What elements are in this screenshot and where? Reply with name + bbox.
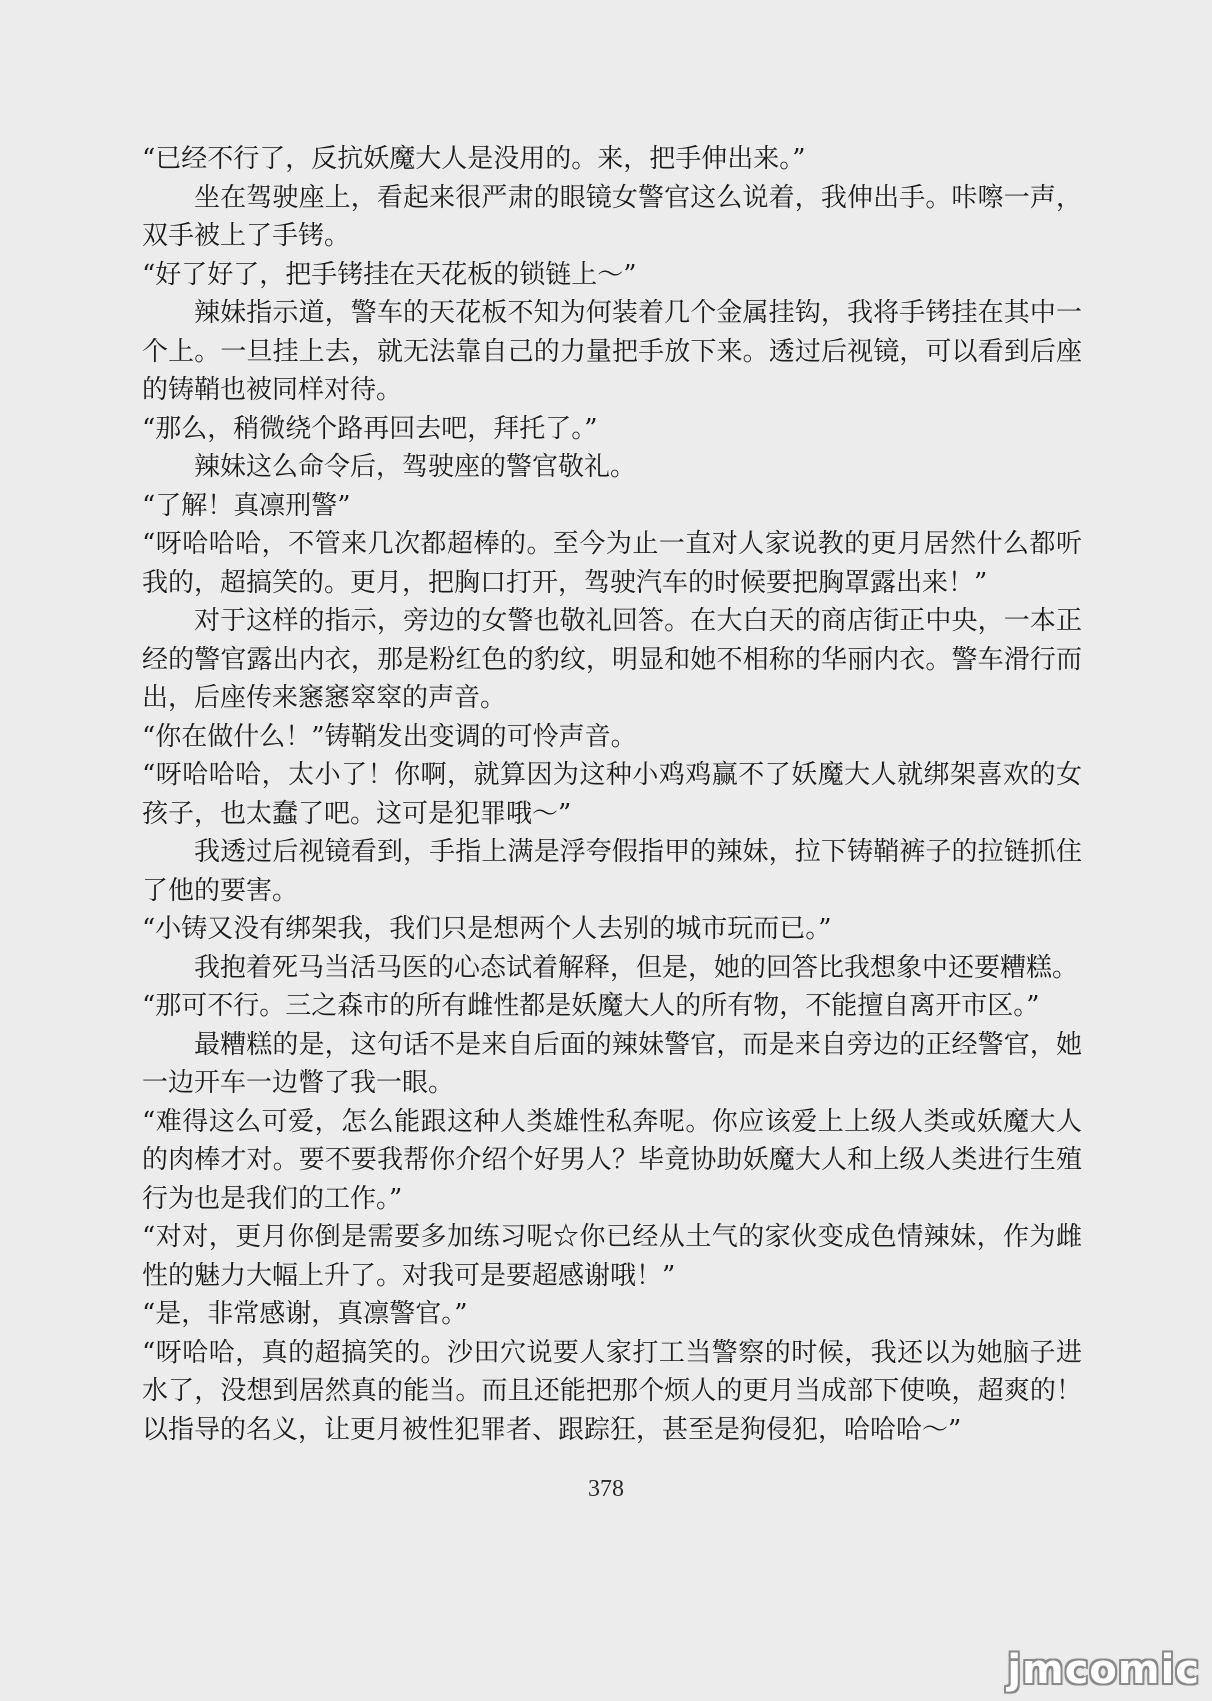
watermark-logo: jmcomic <box>1007 1647 1200 1693</box>
narration-paragraph: 辣妹指示道，警车的天花板不知为何装着几个金属挂钩，我将手铐挂在其中一个上。一旦挂上去，就无法靠自己的力量把手放下来。透过后视镜，可以看到后座的铸鞘也被同样对待。 <box>142 298 1082 405</box>
dialogue-paragraph: “小铸又没有绑架我，我们只是想两个人去别的城市玩而已。” <box>142 914 832 944</box>
dialogue-paragraph: “呀哈哈哈，太小了！你啊，就算因为这种小鸡鸡赢不了妖魔大人就绑架喜欢的女孩子，也太蠢了吧。这可是犯罪哦～” <box>142 760 1082 829</box>
narration-paragraph: 辣妹这么命令后，驾驶座的警官敬礼。 <box>194 452 637 482</box>
dialogue-paragraph: “了解！真凛刑警” <box>142 490 351 521</box>
narration-paragraph: 对于这样的指示，旁边的女警也敬礼回答。在大白天的商店街正中央，一本正经的警官露出内衣，那是粉红色的豹纹，明显和她不相称的华丽内衣。警车滑行而出，后座传来窸窸窣窣的声音。 <box>142 606 1082 713</box>
narration-paragraph: 我抱着死马当活马医的心态试着解释，但是，她的回答比我想象中还要糟糕。 <box>194 952 1079 983</box>
dialogue-paragraph: “呀哈哈哈，不管来几次都超棒的。至今为止一直对人家说教的更月居然什么都听我的，超搞笑的。更月，把胸口打开，驾驶汽车的时候要把胸罩露出来！” <box>142 529 1082 598</box>
dialogue-paragraph: “好了好了，把手铐挂在天花板的锁链上～” <box>142 259 637 290</box>
dialogue-paragraph: “已经不行了，反抗妖魔大人是没用的。来，把手伸出来。” <box>142 144 806 174</box>
dialogue-paragraph: “那么，稍微绕个路再回去吧，拜托了。” <box>142 413 598 444</box>
narration-paragraph: 我透过后视镜看到，手指上满是浮夸假指甲的辣妹，拉下铸鞘裤子的拉链抓住了他的要害。 <box>142 837 1082 906</box>
narration-paragraph: 最糟糕的是，这句话不是来自后面的辣妹警官，而是来自旁边的正经警官，她一边开车一边瞥了我一眼。 <box>142 1029 1082 1098</box>
body-text <box>142 140 1082 1449</box>
dialogue-paragraph: “对对，更月你倒是需要多加练习呢☆你已经从土气的家伙变成色情辣妹，作为雌性的魅力大幅上升了。对我可是要超感谢哦！” <box>142 1222 1082 1291</box>
dialogue-paragraph: “难得这么可爱，怎么能跟这种人类雄性私奔呢。你应该爱上上级人类或妖魔大人的肉棒才对。要不要我帮你介绍个好男人？毕竟协助妖魔大人和上级人类进行生殖行为也是我们的工作。” <box>142 1106 1082 1214</box>
dialogue-paragraph: “你在做什么！”铸鞘发出变调的可怜声音。 <box>142 721 637 752</box>
dialogue-paragraph: “呀哈哈，真的超搞笑的。沙田穴说要人家打工当警察的时候，我还以为她脑子进水了，没想到居然真的能当。而且还能把那个烦人的更月当成部下使唤，超爽的！以指导的名义，让更月被性犯罪者、跟踪狂，甚至是狗侵犯，哈哈哈～” <box>142 1337 1082 1445</box>
page-number: 378 <box>588 1476 624 1502</box>
dialogue-paragraph: “是，非常感谢，真凛警官。” <box>142 1299 468 1329</box>
narration-paragraph: 坐在驾驶座上，看起来很严肃的眼镜女警官这么说着，我伸出手。咔嚓一声，双手被上了手铐。 <box>142 182 1082 251</box>
dialogue-paragraph: “那可不行。三之森市的所有雌性都是妖魔大人的所有物，不能擅自离开市区。” <box>142 991 1040 1021</box>
